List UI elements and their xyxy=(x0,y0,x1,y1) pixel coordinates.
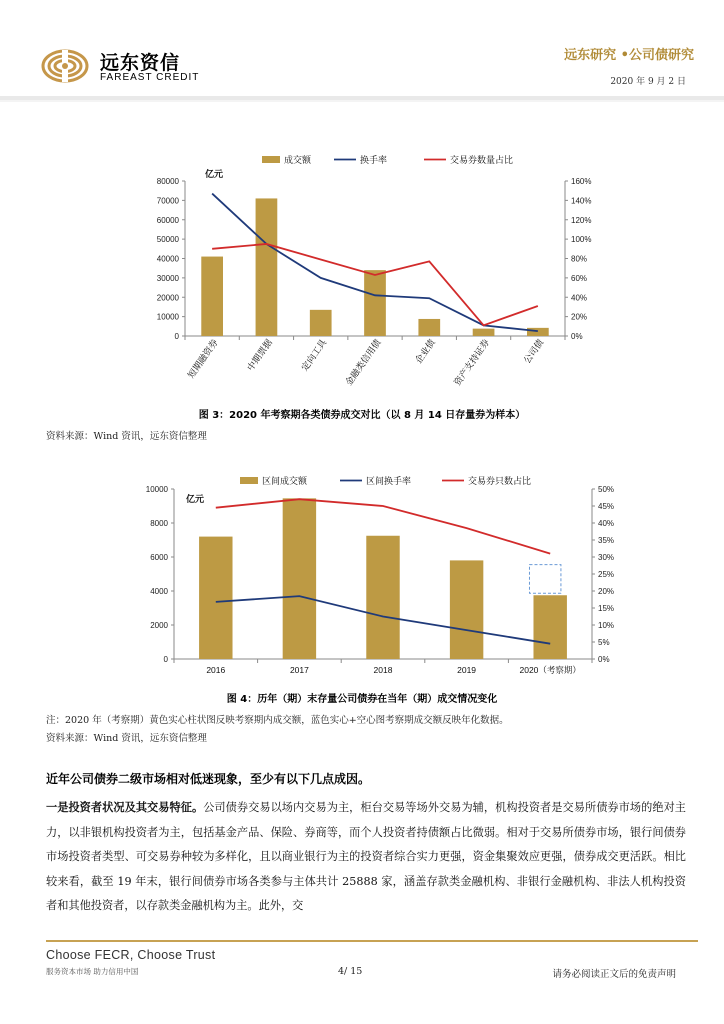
y2-tick-label: 45% xyxy=(598,502,615,511)
figure3-chart xyxy=(0,150,724,390)
y2-tick-label: 0% xyxy=(598,655,610,664)
y2-tick-label: 60% xyxy=(571,273,588,283)
x-tick-label: 中期票据 xyxy=(245,337,275,373)
legend-label: 成交额 xyxy=(284,155,312,165)
legend-label: 交易券数量占比 xyxy=(450,155,514,165)
x-tick-label: 金融类信用债 xyxy=(343,337,383,388)
y2-tick-label: 25% xyxy=(598,570,615,579)
y-tick-label: 70000 xyxy=(156,196,179,206)
y-tick-label: 10000 xyxy=(145,485,168,494)
y-unit-label: 亿元 xyxy=(205,169,224,179)
legend-label: 区间成交额 xyxy=(262,476,308,486)
figure4-source: 资料来源：Wind 资讯，远东资信整理 xyxy=(46,733,207,744)
figure4-caption: 图 4：历年（期）末存量公司债券在当年（期）成交情况变化 xyxy=(226,694,498,705)
legend-label: 换手率 xyxy=(360,155,388,165)
figure4-note: 注：2020 年（考察期）黄色实心柱状图反映考察期内成交额，蓝色实心+空心图考察期成交额反映年化数据。 xyxy=(46,715,509,726)
bar xyxy=(366,536,399,659)
y2-tick-label: 140% xyxy=(571,196,592,206)
bar xyxy=(199,537,232,659)
y-tick-label: 60000 xyxy=(156,215,179,225)
y-tick-label: 10000 xyxy=(156,312,179,322)
bar xyxy=(450,560,483,659)
y2-tick-label: 120% xyxy=(571,215,592,225)
y-tick-label: 2000 xyxy=(150,621,168,630)
y-tick-label: 50000 xyxy=(156,235,179,245)
bar xyxy=(533,595,566,659)
y2-tick-label: 5% xyxy=(598,638,610,647)
y2-tick-label: 40% xyxy=(571,293,588,303)
y-tick-label: 6000 xyxy=(150,553,168,562)
y2-tick-label: 20% xyxy=(571,312,588,322)
logo-en-text: FAREAST CREDIT xyxy=(100,72,200,83)
bar xyxy=(310,310,332,336)
y2-tick-label: 80% xyxy=(571,254,588,264)
legend-label: 区间换手率 xyxy=(366,476,412,486)
logo-cn-text: 远东资信 xyxy=(100,52,181,74)
header-divider-shadow xyxy=(0,100,724,102)
x-tick-label: 2019 xyxy=(457,665,477,675)
x-tick-label: 公司债 xyxy=(521,337,546,366)
bar xyxy=(283,498,316,659)
page-number: 4/ 15 xyxy=(338,966,363,977)
y-tick-label: 4000 xyxy=(150,587,168,596)
legend-label: 交易券只数占比 xyxy=(468,476,532,486)
paragraph-text: 公司债券交易以场内交易为主，柜台交易等场外交易为辅，机构投资者是交易所债券市场的绝对主力，以非银机构投资者为主，包括基金产品、保险、券商等，而个人投资者持债额占比微弱。相对于交易所债券市场，银行间债券市场投资者类型、可交易券种较为多样化，且以商业银行为主的投资者综合实力更强，资金集聚效应更强，债券成交更活跃。相比较来看，截至 19 年末，银行间债券市场各类参与主体共计 25888 家，涵盖存款类金融机构、非银行金融机构、非法人机构投资者和其他投资者，以存款类金融机构为主。此外，交 xyxy=(46,801,686,912)
bar xyxy=(527,328,549,336)
footer-slogan-en: Choose FECR, Choose Trust xyxy=(46,948,216,962)
legend-bar-swatch xyxy=(262,156,280,163)
section-title: 近年公司债券二级市场相对低迷现象，至少有以下几点成因。 xyxy=(46,772,371,786)
y2-tick-label: 35% xyxy=(598,536,615,545)
figure3-caption: 图 3：2020 年考察期各类债券成交对比（以 8 月 14 日存量券为样本） xyxy=(198,410,526,421)
y2-tick-label: 10% xyxy=(598,621,615,630)
report-date: 2020 年 9 月 2 日 xyxy=(610,77,686,87)
footer-divider xyxy=(46,940,698,942)
x-tick-label: 企业债 xyxy=(413,337,437,366)
x-tick-label: 2018 xyxy=(373,665,393,675)
y2-tick-label: 160% xyxy=(571,177,592,186)
footer-slogan-cn: 服务资本市场 助力信用中国 xyxy=(46,967,139,976)
y-tick-label: 30000 xyxy=(156,273,179,283)
body-paragraph xyxy=(46,796,686,919)
disclaimer-note: 请务必阅读正文后的免责声明 xyxy=(552,969,676,980)
report-title: 远东研究 •公司债研究 xyxy=(564,48,694,63)
y-tick-label: 0 xyxy=(174,332,179,341)
x-tick-label: 2017 xyxy=(289,665,309,675)
bar xyxy=(473,329,495,336)
legend-bar-swatch xyxy=(240,477,258,484)
y2-tick-label: 100% xyxy=(571,235,592,245)
annualized-bar-outline xyxy=(529,565,560,594)
y2-tick-label: 40% xyxy=(598,519,615,528)
y2-tick-label: 15% xyxy=(598,604,615,613)
x-tick-label: 短期融资券 xyxy=(185,337,220,381)
brand-logo xyxy=(40,44,220,90)
y-tick-label: 40000 xyxy=(156,254,179,264)
y-tick-label: 20000 xyxy=(156,293,179,303)
x-tick-label: 2016 xyxy=(206,665,226,675)
paragraph-lead: 一是投资者状况及其交易特征。 xyxy=(46,801,204,814)
y2-tick-label: 50% xyxy=(598,485,615,494)
y-tick-label: 8000 xyxy=(150,519,168,528)
y-tick-label: 0 xyxy=(163,655,168,664)
y-tick-label: 80000 xyxy=(156,177,179,186)
x-tick-label: 资产支持证券 xyxy=(452,337,492,388)
y2-tick-label: 0% xyxy=(571,332,583,341)
bar xyxy=(364,270,386,336)
bar xyxy=(418,319,440,336)
x-tick-label: 定向工具 xyxy=(299,337,329,373)
bar xyxy=(256,198,278,336)
figure3-source: 资料来源：Wind 资讯，远东资信整理 xyxy=(46,431,207,442)
y2-tick-label: 20% xyxy=(598,587,615,596)
bar xyxy=(201,257,223,336)
y-unit-label: 亿元 xyxy=(186,494,205,504)
logo-icon xyxy=(40,44,94,90)
y2-tick-label: 30% xyxy=(598,553,615,562)
x-tick-label: 2020（考察期） xyxy=(519,665,581,675)
figure4-chart xyxy=(0,470,724,680)
